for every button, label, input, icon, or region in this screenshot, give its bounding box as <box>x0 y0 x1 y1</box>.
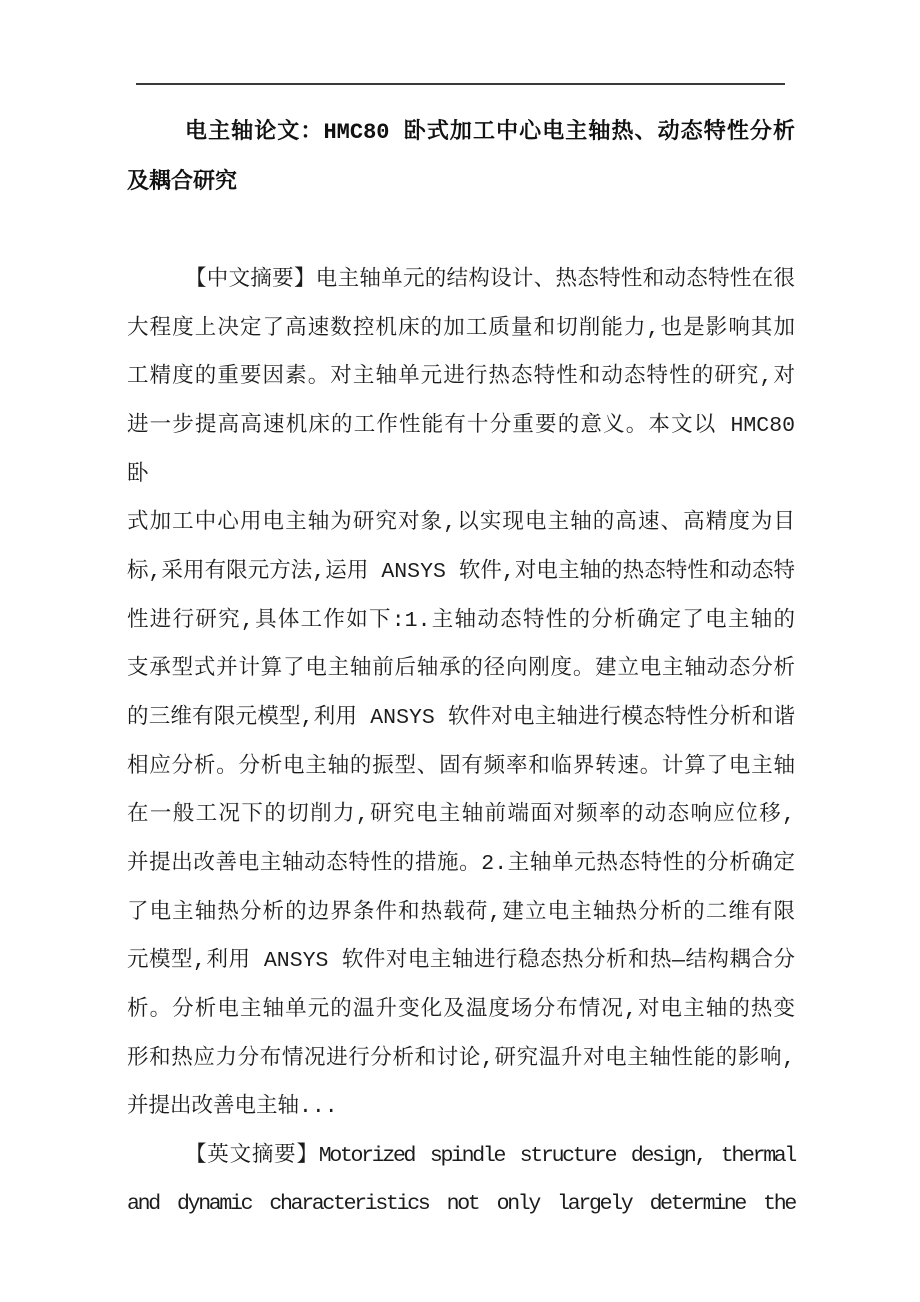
abstract-cn-line: 并提出改善电主轴动态特性的措施。2.主轴单元热态特性的分析确定 <box>127 851 795 876</box>
abstract-cn-line: 工精度的重要因素。对主轴单元进行热态特性和动态特性的研究,对 <box>127 365 795 390</box>
abstract-body <box>127 256 808 1229</box>
abstract-cn-line: 析。分析电主轴单元的温升变化及温度场分布情况,对电主轴的热变 <box>127 997 795 1022</box>
abstract-cn-line: 式加工中心用电主轴为研究对象,以实现电主轴的高速、高精度为目 <box>127 511 795 536</box>
abstract-en-line: and dynamic characteristics not only largely determine the <box>127 1192 795 1217</box>
abstract-cn-line: 大程度上决定了高速数控机床的加工质量和切削能力,也是影响其加 <box>127 316 795 341</box>
abstract-cn-line: 性进行研究,具体工作如下:1.主轴动态特性的分析确定了电主轴的 <box>127 608 795 633</box>
header-separator-rule <box>136 83 785 85</box>
abstract-cn-line: 进一步提高高速机床的工作性能有十分重要的意义。本文以 HMC80 卧 <box>127 413 808 487</box>
abstract-cn-line: 相应分析。分析电主轴的振型、固有频率和临界转速。计算了电主轴 <box>127 754 795 779</box>
abstract-cn-line: 元模型,利用 ANSYS 软件对电主轴进行稳态热分析和热—结构耦合分 <box>127 949 795 974</box>
title-line: 及耦合研究 <box>127 170 238 195</box>
abstract-cn-line: 【中文摘要】电主轴单元的结构设计、热态特性和动态特性在很 <box>185 268 795 292</box>
title-line: 电主轴论文：HMC80 卧式加工中心电主轴热、动态特性分析 <box>185 120 795 145</box>
abstract-cn-line: 支承型式并计算了电主轴前后轴承的径向刚度。建立电主轴动态分析 <box>127 657 795 682</box>
abstract-cn-line: 并提出改善电主轴... <box>127 1095 338 1120</box>
document-title <box>127 108 795 208</box>
abstract-cn-line: 了电主轴热分析的边界条件和热载荷,建立电主轴热分析的二维有限 <box>127 900 795 925</box>
abstract-cn-line: 标,采用有限元方法,运用 ANSYS 软件,对电主轴的热态特性和动态特 <box>127 559 795 584</box>
abstract-cn-line: 的三维有限元模型,利用 ANSYS 软件对电主轴进行模态特性分析和谐 <box>127 705 795 730</box>
abstract-cn-line: 在一般工况下的切削力,研究电主轴前端面对频率的动态响应位移, <box>127 803 795 828</box>
abstract-cn-line: 形和热应力分布情况进行分析和讨论,研究温升对电主轴性能的影响, <box>127 1046 795 1071</box>
abstract-en-line: 【英文摘要】Motorized spindle structure design, thermal <box>185 1143 795 1168</box>
